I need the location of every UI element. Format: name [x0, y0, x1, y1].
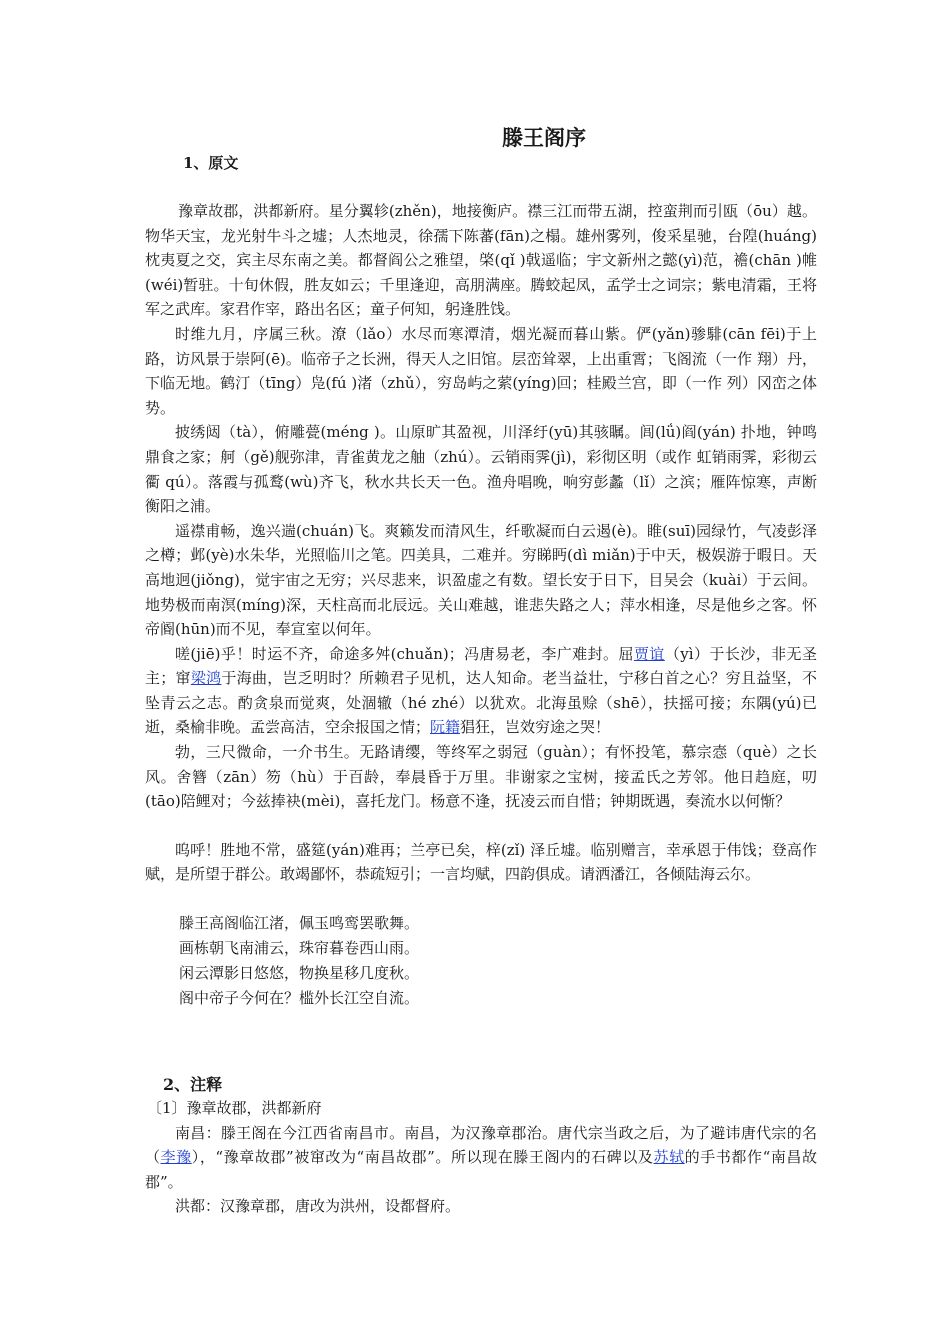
text: ），“豫章故郡”被窜改为“南昌故郡”。所以现在滕王阁内的石碑以及	[191, 1148, 654, 1167]
text: （yì）于长沙，非无圣主；窜	[145, 644, 817, 688]
text: 南昌：滕王阁在今江西省南昌市。南昌，为汉豫章郡治。唐代宗当政之后，为了避讳唐代宗的名（	[145, 1123, 817, 1167]
link-liang-hong[interactable]: 梁鸿	[190, 669, 222, 688]
paragraph-2: 时维九月，序属三秋。潦（lǎo）水尽而寒潭清，烟光凝而暮山紫。俨(yǎn)骖騑(cān fēi)于上路，访风景于崇阿(ē)。临帝子之长洲，得天人之旧馆。层峦耸翠，上出重霄；飞阁流（一作 翔）丹，下临无地。鹤汀（tīng）凫(fú )渚（zhǔ），穷岛屿之萦(yíng)回；桂殿兰宫，即（一作 列）冈峦之体势。	[145, 324, 817, 417]
link-jia-yi[interactable]: 贾谊	[633, 644, 665, 663]
link-li-yu[interactable]: 李豫	[160, 1148, 192, 1167]
paragraph-1: 豫章故郡，洪都新府。星分翼轸(zhěn)，地接衡庐。襟三江而带五湖，控蛮荆而引瓯（ōu）越。物华天宝，龙光射牛斗之墟；人杰地灵，徐孺下陈蕃(fān)之榻。雄州雾列，俊采星驰，台隍(huáng)枕夷夏之交，宾主尽东南之美。都督阎公之雅望，棨(qǐ )戟遥临；宇文新州之懿(yì)范，襜(chān )帷(wéi)暂驻。十旬休假，胜友如云；千里逢迎，高朋满座。腾蛟起凤，孟学士之词宗；紫电清霜，王将军之武库。家君作宰，路出名区；童子何知，躬逢胜饯。	[145, 202, 817, 319]
notes-body	[145, 1096, 817, 1219]
text: 于海曲，岂乏明时？所赖君子见机，达人知命。老当益壮，宁移白首之心？穷且益坚，不坠青云之志。酌贪泉而觉爽，处涸辙（hé zhé）以犹欢。北海虽赊（shē），扶摇可接；东隅(yú)已逝，桑榆非晚。孟尝高洁，空余报国之情；	[145, 669, 817, 737]
paragraph-4: 遥襟甫畅，逸兴遄(chuán)飞。爽籁发而清风生，纤歌凝而白云遏(è)。睢(suī)园绿竹，气凌彭泽之樽；邺(yè)水朱华，光照临川之笔。四美具，二难并。穷睇眄(dì miǎn)于中天，极娱游于暇日。天高地迥(jiǒng)，觉宇宙之无穷；兴尽悲来，识盈虚之有数。望长安于日下，目吴会（kuài）于云间。地势极而南溟(míng)深，天柱高而北辰远。关山难越，谁悲失路之人；萍水相逢，尽是他乡之客。怀帝阍(hūn)而不见，奉宣室以何年。	[145, 521, 817, 639]
link-su-shi[interactable]: 苏轼	[653, 1148, 685, 1167]
link-ruan-ji[interactable]: 阮籍	[430, 718, 461, 737]
note-item-1: 〔1〕豫章故郡，洪都新府	[147, 1099, 322, 1117]
original-text-body	[145, 199, 817, 1011]
document-title: 滕王阁序	[502, 125, 586, 150]
section-heading-original-text: 1、原文	[183, 154, 239, 172]
paragraph-6: 勃，三尺微命，一介书生。无路请缨，等终军之弱冠（guàn）；有怀投笔，慕宗悫（què）之长风。舍簪（zān）笏（hù）于百龄，奉晨昏于万里。非谢家之宝树，接孟氏之芳邻。他日趋庭，叨(tāo)陪鲤对；今兹捧袂(mèi)，喜托龙门。杨意不逢，抚凌云而自惜；钟期既遇，奏流水以何惭？	[145, 743, 817, 811]
text: 嗟(jiē)乎！时运不齐，命途多舛(chuǎn)；冯唐易老，李广难封。屈	[175, 644, 634, 663]
paragraph-5	[145, 642, 817, 740]
poem-line-3: 闲云潭影日悠悠，物换星移几度秋。	[179, 964, 420, 983]
poem-line-2: 画栋朝飞南浦云，珠帘暮卷西山雨。	[179, 939, 420, 958]
paragraph-7: 呜呼！胜地不常，盛筵(yán)难再；兰亭已矣，梓(zǐ) 泽丘墟。临别赠言，幸承恩于伟饯；登高作赋，是所望于群公。敢竭鄙怀，恭疏短引；一言均赋，四韵俱成。请洒潘江，各倾陆海云尔。	[145, 840, 817, 884]
note-hongdu: 洪都：汉豫章郡，唐改为洪州，设都督府。	[175, 1197, 461, 1216]
poem-line-4: 阁中帝子今何在？槛外长江空自流。	[179, 989, 420, 1008]
paragraph-3: 披绣闼（tà），俯雕甍(méng )。山原旷其盈视，川泽纡(yū)其骇瞩。闾(lǘ)阎(yán) 扑地，钟鸣鼎食之家；舸（gě)舰弥津，青雀黄龙之舳（zhú）。云销雨霁(jì)，彩彻区明（或作 虹销雨霁，彩彻云衢 qú）。落霞与孤鹜(wù)齐飞，秋水共长天一色。渔舟唱晚，响穷彭蠡（lǐ）之滨；雁阵惊寒，声断衡阳之浦。	[145, 423, 817, 516]
section-heading-notes: 2、注释	[163, 1075, 223, 1094]
note-nanchang	[145, 1121, 817, 1195]
text: 猖狂，岂效穷途之哭！	[460, 718, 611, 737]
poem-line-1: 滕王高阁临江渚，佩玉鸣鸾罢歌舞。	[179, 914, 420, 933]
text: 的手书都作“南昌故郡”。	[145, 1148, 817, 1191]
